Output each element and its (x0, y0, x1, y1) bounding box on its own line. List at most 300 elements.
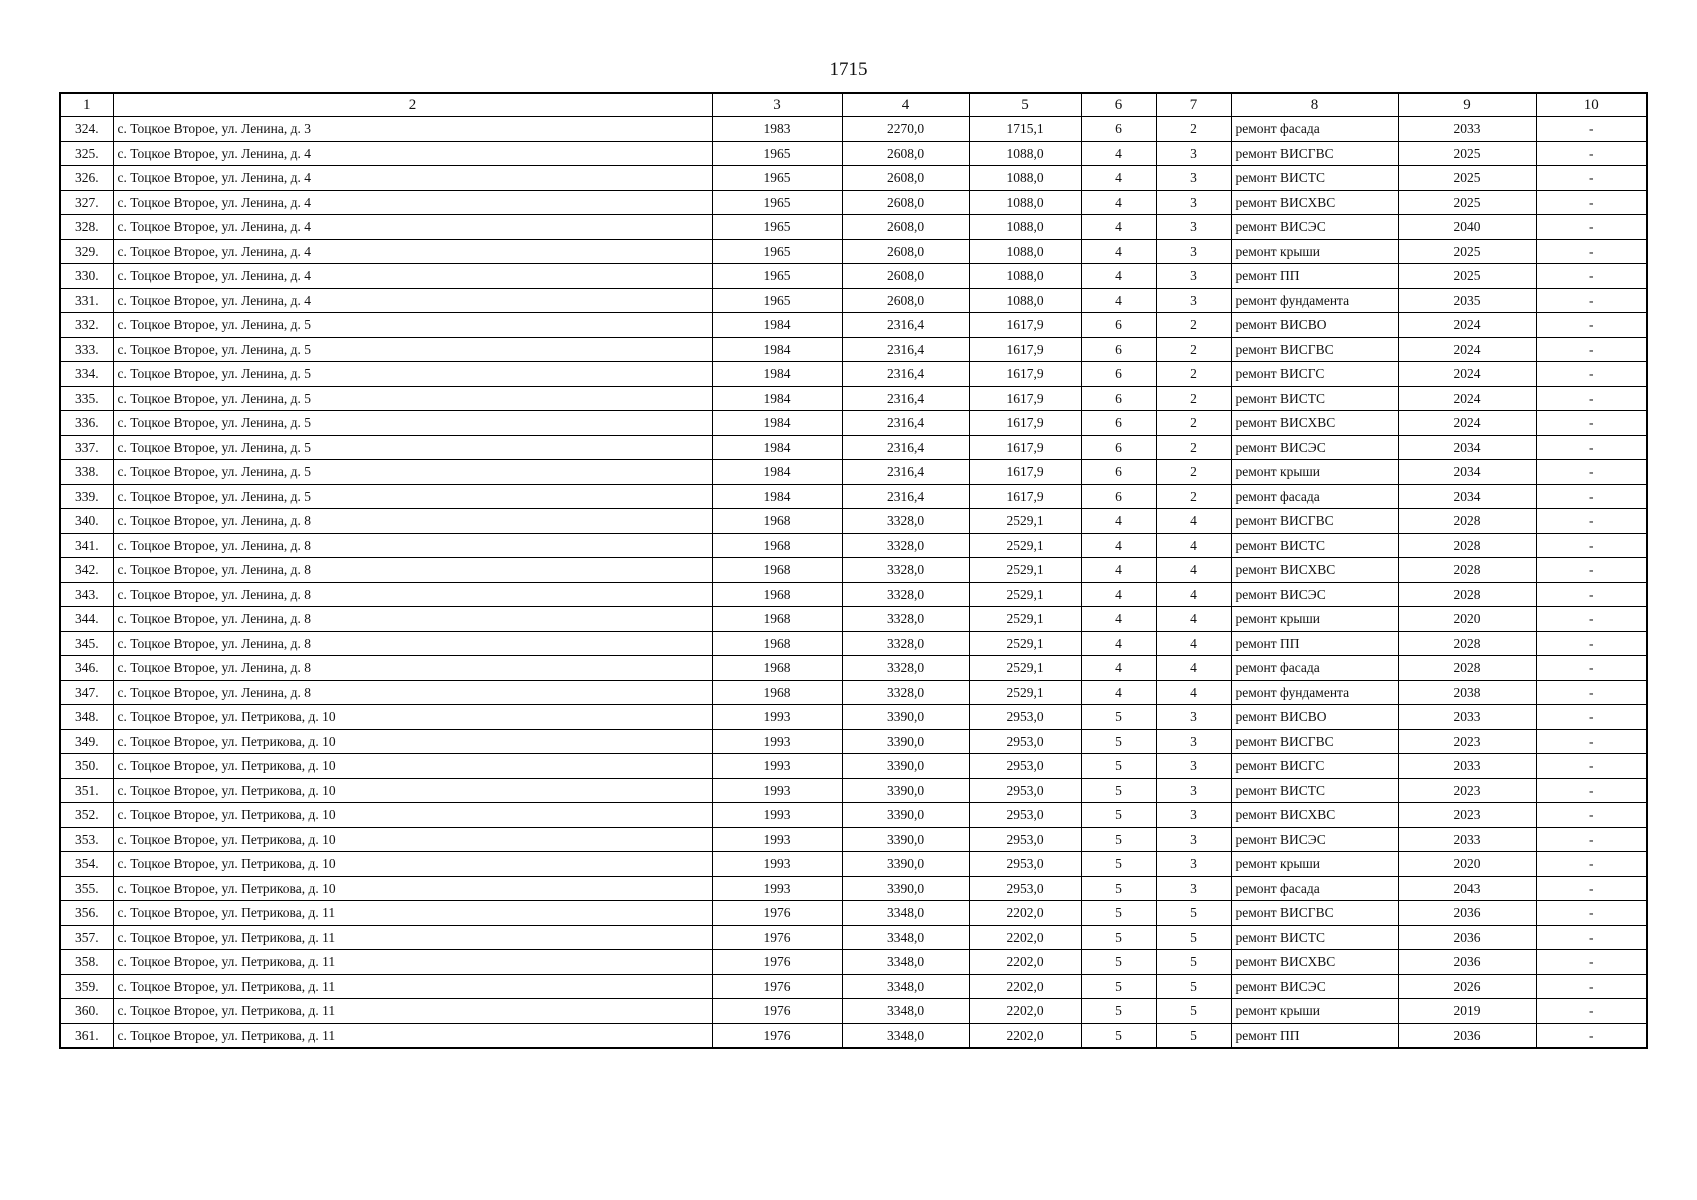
cell-planned-year: 2025 (1398, 264, 1536, 289)
cell-row-number: 348. (60, 705, 113, 730)
cell-planned-year: 2025 (1398, 239, 1536, 264)
cell-build-year: 1965 (712, 190, 842, 215)
table-row (60, 607, 1647, 632)
cell-planned-year: 2043 (1398, 876, 1536, 901)
cell-entrances: 3 (1156, 264, 1231, 289)
page-number: 1715 (829, 59, 868, 80)
cell-entrances: 4 (1156, 656, 1231, 681)
cell-note: - (1536, 803, 1647, 828)
cell-total-area: 3328,0 (842, 509, 969, 534)
cell-work-type: ремонт ПП (1231, 264, 1398, 289)
cell-floors: 6 (1081, 411, 1156, 436)
cell-work-type: ремонт фасада (1231, 656, 1398, 681)
cell-floors: 5 (1081, 827, 1156, 852)
cell-living-area: 2202,0 (969, 950, 1081, 975)
cell-row-number: 361. (60, 1023, 113, 1048)
cell-planned-year: 2025 (1398, 190, 1536, 215)
cell-work-type: ремонт ВИСТС (1231, 166, 1398, 191)
cell-row-number: 342. (60, 558, 113, 583)
cell-row-number: 343. (60, 582, 113, 607)
cell-address: с. Тоцкое Второе, ул. Ленина, д. 4 (113, 239, 712, 264)
cell-build-year: 1984 (712, 313, 842, 338)
cell-address: с. Тоцкое Второе, ул. Ленина, д. 4 (113, 166, 712, 191)
cell-total-area: 2316,4 (842, 411, 969, 436)
cell-living-area: 1088,0 (969, 141, 1081, 166)
cell-row-number: 335. (60, 386, 113, 411)
cell-floors: 6 (1081, 313, 1156, 338)
cell-entrances: 3 (1156, 852, 1231, 877)
cell-entrances: 4 (1156, 607, 1231, 632)
cell-entrances: 3 (1156, 166, 1231, 191)
cell-entrances: 2 (1156, 337, 1231, 362)
cell-note: - (1536, 386, 1647, 411)
cell-build-year: 1976 (712, 974, 842, 999)
cell-address: с. Тоцкое Второе, ул. Петрикова, д. 11 (113, 925, 712, 950)
cell-planned-year: 2025 (1398, 141, 1536, 166)
cell-row-number: 334. (60, 362, 113, 387)
table-row (60, 582, 1647, 607)
cell-work-type: ремонт фасада (1231, 484, 1398, 509)
cell-address: с. Тоцкое Второе, ул. Ленина, д. 8 (113, 607, 712, 632)
cell-work-type: ремонт фундамента (1231, 680, 1398, 705)
table-row (60, 999, 1647, 1024)
cell-planned-year: 2036 (1398, 950, 1536, 975)
cell-entrances: 3 (1156, 141, 1231, 166)
cell-note: - (1536, 1023, 1647, 1048)
cell-row-number: 337. (60, 435, 113, 460)
cell-build-year: 1968 (712, 631, 842, 656)
cell-living-area: 2529,1 (969, 680, 1081, 705)
cell-planned-year: 2023 (1398, 729, 1536, 754)
header-cell-4: 4 (842, 93, 969, 117)
cell-address: с. Тоцкое Второе, ул. Петрикова, д. 10 (113, 778, 712, 803)
cell-work-type: ремонт ВИСГВС (1231, 729, 1398, 754)
cell-entrances: 2 (1156, 313, 1231, 338)
cell-address: с. Тоцкое Второе, ул. Ленина, д. 5 (113, 460, 712, 485)
table-row (60, 117, 1647, 142)
table-row (60, 827, 1647, 852)
cell-living-area: 2202,0 (969, 974, 1081, 999)
cell-row-number: 333. (60, 337, 113, 362)
cell-row-number: 341. (60, 533, 113, 558)
cell-note: - (1536, 680, 1647, 705)
cell-total-area: 3328,0 (842, 533, 969, 558)
cell-address: с. Тоцкое Второе, ул. Ленина, д. 3 (113, 117, 712, 142)
cell-planned-year: 2033 (1398, 827, 1536, 852)
cell-row-number: 345. (60, 631, 113, 656)
cell-living-area: 2529,1 (969, 509, 1081, 534)
cell-floors: 5 (1081, 876, 1156, 901)
cell-total-area: 3390,0 (842, 876, 969, 901)
cell-note: - (1536, 656, 1647, 681)
cell-address: с. Тоцкое Второе, ул. Ленина, д. 5 (113, 386, 712, 411)
cell-address: с. Тоцкое Второе, ул. Петрикова, д. 10 (113, 803, 712, 828)
cell-note: - (1536, 950, 1647, 975)
cell-work-type: ремонт ВИСЭС (1231, 435, 1398, 460)
cell-work-type: ремонт ВИСТС (1231, 533, 1398, 558)
header-cell-10: 10 (1536, 93, 1647, 117)
cell-build-year: 1984 (712, 460, 842, 485)
cell-entrances: 2 (1156, 460, 1231, 485)
cell-living-area: 2529,1 (969, 607, 1081, 632)
cell-work-type: ремонт ВИСГВС (1231, 509, 1398, 534)
cell-total-area: 2608,0 (842, 264, 969, 289)
cell-total-area: 3328,0 (842, 680, 969, 705)
cell-planned-year: 2035 (1398, 288, 1536, 313)
cell-work-type: ремонт ВИСГС (1231, 362, 1398, 387)
cell-address: с. Тоцкое Второе, ул. Ленина, д. 5 (113, 484, 712, 509)
cell-work-type: ремонт ВИСВО (1231, 313, 1398, 338)
table-row (60, 680, 1647, 705)
cell-row-number: 360. (60, 999, 113, 1024)
cell-row-number: 350. (60, 754, 113, 779)
cell-row-number: 353. (60, 827, 113, 852)
cell-planned-year: 2023 (1398, 803, 1536, 828)
cell-address: с. Тоцкое Второе, ул. Ленина, д. 4 (113, 215, 712, 240)
cell-floors: 4 (1081, 582, 1156, 607)
cell-address: с. Тоцкое Второе, ул. Петрикова, д. 11 (113, 999, 712, 1024)
cell-floors: 5 (1081, 974, 1156, 999)
cell-address: с. Тоцкое Второе, ул. Петрикова, д. 11 (113, 974, 712, 999)
table-row (60, 411, 1647, 436)
cell-address: с. Тоцкое Второе, ул. Петрикова, д. 10 (113, 754, 712, 779)
cell-planned-year: 2034 (1398, 484, 1536, 509)
cell-build-year: 1983 (712, 117, 842, 142)
cell-planned-year: 2038 (1398, 680, 1536, 705)
cell-entrances: 5 (1156, 950, 1231, 975)
cell-living-area: 2202,0 (969, 1023, 1081, 1048)
cell-total-area: 3390,0 (842, 803, 969, 828)
cell-work-type: ремонт ВИСГВС (1231, 141, 1398, 166)
table-row (60, 729, 1647, 754)
cell-total-area: 3390,0 (842, 754, 969, 779)
table-row (60, 631, 1647, 656)
cell-note: - (1536, 435, 1647, 460)
table-row (60, 239, 1647, 264)
cell-total-area: 3348,0 (842, 974, 969, 999)
cell-work-type: ремонт ВИСГВС (1231, 901, 1398, 926)
cell-total-area: 2316,4 (842, 484, 969, 509)
cell-planned-year: 2028 (1398, 509, 1536, 534)
cell-floors: 4 (1081, 288, 1156, 313)
cell-total-area: 2316,4 (842, 460, 969, 485)
cell-entrances: 4 (1156, 533, 1231, 558)
header-cell-1: 1 (60, 93, 113, 117)
cell-row-number: 352. (60, 803, 113, 828)
cell-build-year: 1993 (712, 729, 842, 754)
table-row (60, 876, 1647, 901)
cell-total-area: 3348,0 (842, 925, 969, 950)
header-cell-7: 7 (1156, 93, 1231, 117)
cell-total-area: 3328,0 (842, 558, 969, 583)
cell-floors: 4 (1081, 631, 1156, 656)
table-row (60, 1023, 1647, 1048)
cell-note: - (1536, 607, 1647, 632)
cell-entrances: 3 (1156, 190, 1231, 215)
cell-row-number: 344. (60, 607, 113, 632)
cell-row-number: 359. (60, 974, 113, 999)
cell-total-area: 2608,0 (842, 288, 969, 313)
cell-address: с. Тоцкое Второе, ул. Ленина, д. 5 (113, 411, 712, 436)
cell-living-area: 2953,0 (969, 729, 1081, 754)
cell-address: с. Тоцкое Второе, ул. Петрикова, д. 10 (113, 876, 712, 901)
cell-build-year: 1968 (712, 533, 842, 558)
cell-note: - (1536, 215, 1647, 240)
table-row (60, 705, 1647, 730)
cell-floors: 5 (1081, 803, 1156, 828)
cell-row-number: 325. (60, 141, 113, 166)
cell-planned-year: 2024 (1398, 362, 1536, 387)
cell-floors: 6 (1081, 362, 1156, 387)
cell-total-area: 3348,0 (842, 950, 969, 975)
cell-floors: 4 (1081, 656, 1156, 681)
cell-work-type: ремонт ВИСХВС (1231, 411, 1398, 436)
cell-note: - (1536, 313, 1647, 338)
cell-build-year: 1993 (712, 803, 842, 828)
cell-note: - (1536, 484, 1647, 509)
cell-build-year: 1965 (712, 166, 842, 191)
cell-floors: 5 (1081, 754, 1156, 779)
cell-row-number: 331. (60, 288, 113, 313)
cell-total-area: 2608,0 (842, 215, 969, 240)
cell-entrances: 2 (1156, 362, 1231, 387)
cell-row-number: 328. (60, 215, 113, 240)
cell-entrances: 2 (1156, 435, 1231, 460)
cell-address: с. Тоцкое Второе, ул. Петрикова, д. 11 (113, 950, 712, 975)
cell-entrances: 3 (1156, 754, 1231, 779)
cell-work-type: ремонт ВИСТС (1231, 386, 1398, 411)
cell-entrances: 4 (1156, 631, 1231, 656)
cell-row-number: 357. (60, 925, 113, 950)
cell-row-number: 332. (60, 313, 113, 338)
cell-floors: 6 (1081, 117, 1156, 142)
cell-work-type: ремонт ВИСЭС (1231, 582, 1398, 607)
cell-address: с. Тоцкое Второе, ул. Петрикова, д. 10 (113, 705, 712, 730)
cell-note: - (1536, 852, 1647, 877)
cell-living-area: 2953,0 (969, 705, 1081, 730)
header-cell-9: 9 (1398, 93, 1536, 117)
table-row (60, 533, 1647, 558)
cell-planned-year: 2033 (1398, 705, 1536, 730)
cell-living-area: 2529,1 (969, 533, 1081, 558)
cell-note: - (1536, 288, 1647, 313)
cell-build-year: 1968 (712, 582, 842, 607)
table-row (60, 264, 1647, 289)
cell-total-area: 2608,0 (842, 166, 969, 191)
cell-total-area: 3328,0 (842, 582, 969, 607)
cell-note: - (1536, 974, 1647, 999)
cell-planned-year: 2024 (1398, 337, 1536, 362)
cell-total-area: 3348,0 (842, 999, 969, 1024)
cell-build-year: 1965 (712, 215, 842, 240)
cell-work-type: ремонт ВИСХВС (1231, 190, 1398, 215)
cell-work-type: ремонт ВИСЭС (1231, 215, 1398, 240)
table-body (60, 117, 1647, 1049)
table-row (60, 509, 1647, 534)
cell-total-area: 2608,0 (842, 190, 969, 215)
cell-row-number: 326. (60, 166, 113, 191)
cell-living-area: 1617,9 (969, 337, 1081, 362)
cell-floors: 4 (1081, 141, 1156, 166)
cell-build-year: 1984 (712, 362, 842, 387)
cell-floors: 4 (1081, 533, 1156, 558)
cell-note: - (1536, 141, 1647, 166)
cell-address: с. Тоцкое Второе, ул. Ленина, д. 4 (113, 141, 712, 166)
cell-build-year: 1993 (712, 778, 842, 803)
cell-floors: 4 (1081, 607, 1156, 632)
cell-work-type: ремонт крыши (1231, 607, 1398, 632)
cell-build-year: 1968 (712, 607, 842, 632)
cell-living-area: 1617,9 (969, 386, 1081, 411)
cell-work-type: ремонт ВИСЭС (1231, 974, 1398, 999)
cell-note: - (1536, 999, 1647, 1024)
cell-planned-year: 2026 (1398, 974, 1536, 999)
cell-work-type: ремонт ВИСХВС (1231, 558, 1398, 583)
cell-total-area: 3348,0 (842, 901, 969, 926)
cell-note: - (1536, 876, 1647, 901)
table-row (60, 386, 1647, 411)
cell-entrances: 3 (1156, 239, 1231, 264)
cell-planned-year: 2028 (1398, 533, 1536, 558)
cell-address: с. Тоцкое Второе, ул. Петрикова, д. 10 (113, 827, 712, 852)
table-row (60, 754, 1647, 779)
table-row (60, 288, 1647, 313)
table-row (60, 337, 1647, 362)
cell-work-type: ремонт ВИСГВС (1231, 337, 1398, 362)
cell-note: - (1536, 705, 1647, 730)
cell-address: с. Тоцкое Второе, ул. Ленина, д. 8 (113, 509, 712, 534)
cell-entrances: 3 (1156, 778, 1231, 803)
cell-build-year: 1965 (712, 239, 842, 264)
cell-note: - (1536, 533, 1647, 558)
cell-note: - (1536, 362, 1647, 387)
cell-entrances: 5 (1156, 1023, 1231, 1048)
cell-note: - (1536, 827, 1647, 852)
cell-living-area: 2202,0 (969, 901, 1081, 926)
cell-living-area: 1088,0 (969, 190, 1081, 215)
header-cell-6: 6 (1081, 93, 1156, 117)
cell-entrances: 4 (1156, 509, 1231, 534)
cell-planned-year: 2036 (1398, 901, 1536, 926)
cell-row-number: 349. (60, 729, 113, 754)
cell-total-area: 3328,0 (842, 607, 969, 632)
cell-work-type: ремонт фасада (1231, 117, 1398, 142)
cell-row-number: 358. (60, 950, 113, 975)
cell-note: - (1536, 729, 1647, 754)
table-row (60, 558, 1647, 583)
cell-address: с. Тоцкое Второе, ул. Ленина, д. 8 (113, 680, 712, 705)
cell-planned-year: 2033 (1398, 117, 1536, 142)
cell-total-area: 3390,0 (842, 778, 969, 803)
cell-note: - (1536, 509, 1647, 534)
cell-floors: 5 (1081, 901, 1156, 926)
cell-planned-year: 2033 (1398, 754, 1536, 779)
cell-note: - (1536, 460, 1647, 485)
cell-build-year: 1984 (712, 386, 842, 411)
cell-total-area: 3390,0 (842, 827, 969, 852)
cell-build-year: 1976 (712, 950, 842, 975)
cell-total-area: 2316,4 (842, 435, 969, 460)
cell-total-area: 2608,0 (842, 239, 969, 264)
cell-floors: 6 (1081, 484, 1156, 509)
cell-entrances: 4 (1156, 558, 1231, 583)
cell-build-year: 1976 (712, 901, 842, 926)
cell-living-area: 1088,0 (969, 215, 1081, 240)
cell-address: с. Тоцкое Второе, ул. Ленина, д. 8 (113, 631, 712, 656)
cell-note: - (1536, 264, 1647, 289)
cell-note: - (1536, 166, 1647, 191)
cell-floors: 5 (1081, 925, 1156, 950)
cell-note: - (1536, 925, 1647, 950)
cell-row-number: 340. (60, 509, 113, 534)
cell-address: с. Тоцкое Второе, ул. Ленина, д. 5 (113, 362, 712, 387)
table-row (60, 362, 1647, 387)
cell-address: с. Тоцкое Второе, ул. Петрикова, д. 10 (113, 852, 712, 877)
cell-planned-year: 2036 (1398, 1023, 1536, 1048)
cell-entrances: 3 (1156, 876, 1231, 901)
cell-planned-year: 2034 (1398, 435, 1536, 460)
cell-build-year: 1976 (712, 999, 842, 1024)
cell-entrances: 5 (1156, 901, 1231, 926)
cell-address: с. Тоцкое Второе, ул. Петрикова, д. 11 (113, 1023, 712, 1048)
cell-work-type: ремонт крыши (1231, 239, 1398, 264)
cell-address: с. Тоцкое Второе, ул. Петрикова, д. 11 (113, 901, 712, 926)
table-row (60, 313, 1647, 338)
cell-row-number: 354. (60, 852, 113, 877)
cell-planned-year: 2028 (1398, 558, 1536, 583)
cell-planned-year: 2028 (1398, 631, 1536, 656)
cell-entrances: 5 (1156, 999, 1231, 1024)
cell-living-area: 1088,0 (969, 264, 1081, 289)
cell-planned-year: 2024 (1398, 313, 1536, 338)
cell-entrances: 3 (1156, 705, 1231, 730)
cell-planned-year: 2019 (1398, 999, 1536, 1024)
cell-living-area: 1617,9 (969, 411, 1081, 436)
cell-living-area: 1617,9 (969, 460, 1081, 485)
cell-build-year: 1965 (712, 141, 842, 166)
cell-total-area: 3328,0 (842, 631, 969, 656)
cell-living-area: 2529,1 (969, 656, 1081, 681)
cell-build-year: 1993 (712, 827, 842, 852)
cell-entrances: 5 (1156, 925, 1231, 950)
cell-living-area: 1617,9 (969, 362, 1081, 387)
cell-address: с. Тоцкое Второе, ул. Ленина, д. 4 (113, 190, 712, 215)
cell-total-area: 2316,4 (842, 386, 969, 411)
table-row (60, 950, 1647, 975)
cell-note: - (1536, 631, 1647, 656)
cell-planned-year: 2023 (1398, 778, 1536, 803)
cell-living-area: 2202,0 (969, 925, 1081, 950)
cell-entrances: 5 (1156, 974, 1231, 999)
cell-address: с. Тоцкое Второе, ул. Ленина, д. 4 (113, 288, 712, 313)
cell-work-type: ремонт ПП (1231, 631, 1398, 656)
cell-work-type: ремонт крыши (1231, 852, 1398, 877)
cell-work-type: ремонт ВИСХВС (1231, 803, 1398, 828)
table-row (60, 460, 1647, 485)
cell-planned-year: 2024 (1398, 386, 1536, 411)
cell-note: - (1536, 778, 1647, 803)
cell-work-type: ремонт ПП (1231, 1023, 1398, 1048)
cell-entrances: 3 (1156, 288, 1231, 313)
cell-build-year: 1968 (712, 509, 842, 534)
cell-work-type: ремонт крыши (1231, 460, 1398, 485)
cell-floors: 4 (1081, 264, 1156, 289)
table-row (60, 778, 1647, 803)
cell-entrances: 2 (1156, 411, 1231, 436)
table-row (60, 925, 1647, 950)
cell-row-number: 336. (60, 411, 113, 436)
repair-registry-table (59, 92, 1648, 1049)
